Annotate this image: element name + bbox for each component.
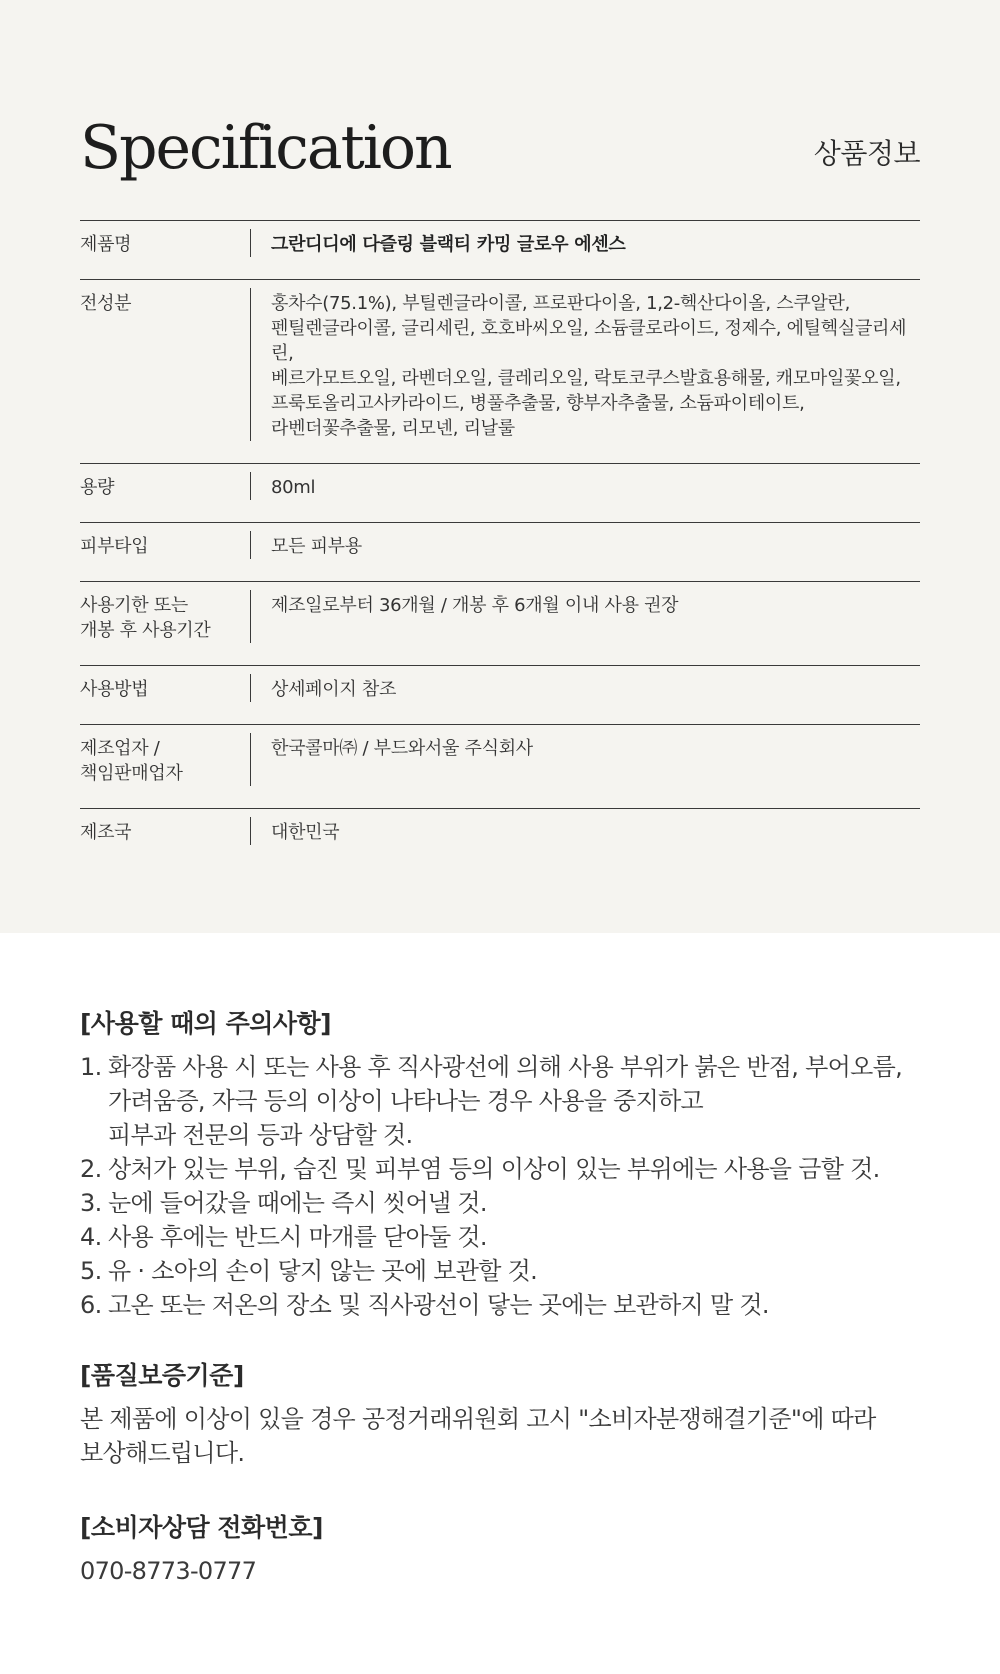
spec-value: 홍차수(75.1%), 부틸렌글라이콜, 프로판다이올, 1,2-헥산다이올, 스쿠알란, 펜틸렌글라이콜, 글리세린, 호호바씨오일, 소듐클로라이드, 정제수, 에틸헥실글리세린, 베르가모트오일, 라벤더오일, 클레리오일, 락토코쿠스발효용해물, 캐모마일꽃오일, 프룩토올리고사카라이드, 병풀추출물, 향부자추출물, 소듐파이테이트, 라벤더꽃추출물, 리모넨, 리날룰 <box>271 293 907 439</box>
list-item-text: 고온 또는 저온의 장소 및 직사광선이 닿는 곳에는 보관하지 말 것. <box>108 1291 769 1319</box>
list-item-text: 상처가 있는 부위, 습진 및 피부염 등의 이상이 있는 부위에는 사용을 금할 것. <box>108 1155 880 1183</box>
list-item-number: 1. <box>80 1053 102 1081</box>
spec-row-expiry <box>80 581 920 643</box>
quality-text: 본 제품에 이상이 있을 경우 공정거래위원회 고시 "소비자분쟁해결기준"에 따라 보상해드립니다. <box>80 1405 876 1467</box>
spec-value: 그란디디에 다즐링 블랙티 카밍 글로우 에센스 <box>271 234 626 255</box>
spec-row-product-name <box>80 220 920 257</box>
list-item-text: 유 · 소아의 손이 닿지 않는 곳에 보관할 것. <box>108 1257 538 1285</box>
quality-heading: [품질보증기준] <box>80 1361 244 1390</box>
spec-row-usage <box>80 665 920 702</box>
cautions-heading: [사용할 때의 주의사항] <box>80 1009 332 1038</box>
spec-label: 용량 <box>80 472 251 500</box>
contact-phone: 070-8773-0777 <box>80 1557 257 1585</box>
spec-label: 피부타입 <box>80 531 251 559</box>
list-item <box>80 1050 940 1152</box>
list-item <box>80 1220 940 1254</box>
spec-row-country <box>80 808 920 845</box>
list-item <box>80 1152 940 1186</box>
list-item-number: 3. <box>80 1189 102 1217</box>
spec-value: 상세페이지 참조 <box>271 679 397 700</box>
spec-label: 제조업자 / 책임판매업자 <box>80 733 251 786</box>
spec-row-skin-type <box>80 522 920 559</box>
list-item-number: 4. <box>80 1223 102 1251</box>
spec-label: 사용방법 <box>80 674 251 702</box>
notes-section <box>80 1006 940 1588</box>
list-item-number: 5. <box>80 1257 102 1285</box>
spec-label: 사용기한 또는 개봉 후 사용기간 <box>80 590 251 643</box>
spec-value: 80ml <box>271 477 316 498</box>
spec-value: 대한민국 <box>271 822 340 843</box>
list-item <box>80 1186 940 1220</box>
contact-heading: [소비자상담 전화번호] <box>80 1513 323 1542</box>
spec-table <box>80 220 920 867</box>
spec-value: 모든 피부용 <box>271 536 362 557</box>
spec-value: 제조일로부터 36개월 / 개봉 후 6개월 이내 사용 권장 <box>271 595 679 616</box>
list-item-text: 사용 후에는 반드시 마개를 닫아둘 것. <box>108 1223 487 1251</box>
list-item-number: 2. <box>80 1155 102 1183</box>
page-subtitle: 상품정보 <box>813 137 920 170</box>
cautions-list <box>80 1050 940 1322</box>
page-title: Specification <box>80 113 451 183</box>
spec-row-volume <box>80 463 920 500</box>
spacer <box>80 1470 940 1510</box>
spacer <box>80 1322 940 1358</box>
list-item-number: 6. <box>80 1291 102 1319</box>
spec-row-ingredients <box>80 279 920 441</box>
list-item-text: 화장품 사용 시 또는 사용 후 직사광선에 의해 사용 부위가 붉은 반점, 부어오름, 가려움증, 자극 등의 이상이 나타나는 경우 사용을 중지하고 피부과 전문의 등과 상담할 것. <box>108 1053 903 1149</box>
spec-row-manufacturer <box>80 724 920 786</box>
list-item-text: 눈에 들어갔을 때에는 즉시 씻어낼 것. <box>108 1189 487 1217</box>
spec-label: 제품명 <box>80 229 251 257</box>
spec-label: 제조국 <box>80 817 251 845</box>
spec-label: 전성분 <box>80 288 251 441</box>
list-item <box>80 1254 940 1288</box>
list-item <box>80 1288 940 1322</box>
spec-value: 한국콜마㈜ / 부드와서울 주식회사 <box>271 738 533 759</box>
